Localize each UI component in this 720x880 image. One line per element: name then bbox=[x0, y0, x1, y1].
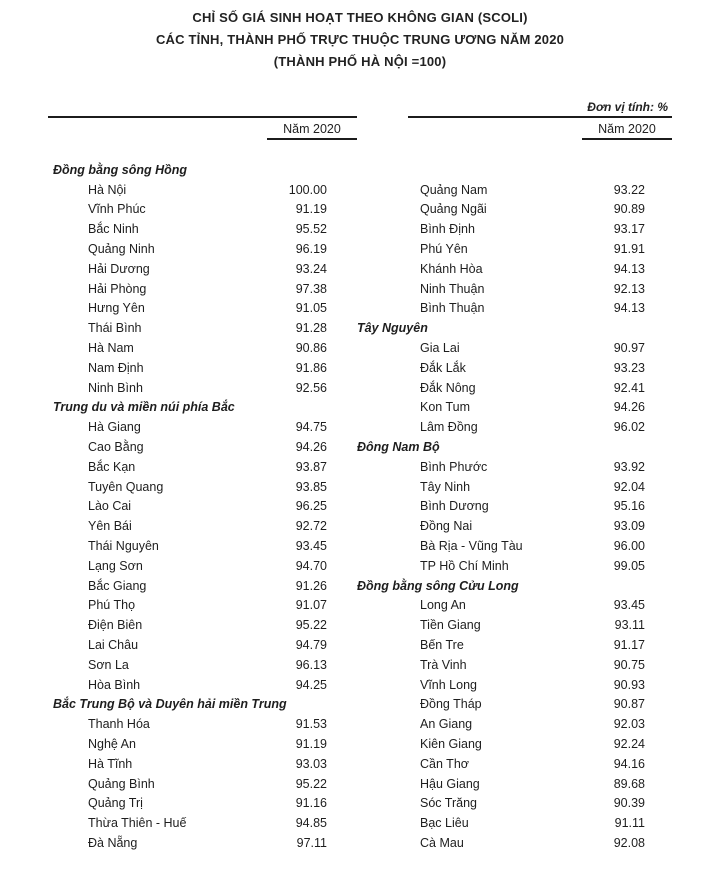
province-name: Nam Định bbox=[88, 360, 144, 375]
province-name: Tiền Giang bbox=[420, 618, 481, 633]
province-row bbox=[357, 675, 672, 695]
region-header-row bbox=[48, 398, 357, 418]
province-value: 97.11 bbox=[296, 835, 327, 850]
province-name: Nghệ An bbox=[88, 737, 136, 751]
province-name: Long An bbox=[420, 598, 466, 613]
province-name: Quảng Nam bbox=[420, 182, 488, 197]
province-value: 93.11 bbox=[614, 618, 645, 633]
province-name: Thái Bình bbox=[88, 321, 142, 336]
province-name: Hà Nội bbox=[88, 182, 127, 197]
table-right-column bbox=[357, 116, 672, 853]
province-name: Đắk Nông bbox=[420, 380, 476, 395]
province-value: 91.19 bbox=[295, 737, 327, 751]
province-row bbox=[48, 358, 357, 378]
province-value: 91.07 bbox=[295, 598, 327, 613]
province-value: 92.13 bbox=[613, 281, 645, 296]
province-name: Cà Mau bbox=[420, 835, 464, 850]
province-name: Đồng Nai bbox=[420, 519, 473, 534]
province-row bbox=[48, 536, 357, 556]
table-left-column bbox=[48, 116, 357, 853]
title-line-1: CHỈ SỐ GIÁ SINH HOẠT THEO KHÔNG GIAN (SCOLI) bbox=[192, 10, 528, 25]
province-row bbox=[357, 457, 672, 477]
province-value: 90.75 bbox=[613, 657, 645, 672]
province-value: 93.24 bbox=[295, 261, 327, 276]
province-name: Điện Biên bbox=[88, 618, 143, 633]
province-name: Bình Phước bbox=[420, 459, 488, 474]
document-title bbox=[0, 7, 720, 73]
province-value: 96.02 bbox=[613, 420, 645, 435]
province-value: 96.25 bbox=[295, 499, 327, 514]
province-value: 91.17 bbox=[613, 638, 645, 653]
province-name: Hà Tĩnh bbox=[88, 756, 133, 771]
province-name: Bình Định bbox=[420, 222, 475, 237]
province-name: Trà Vinh bbox=[420, 657, 467, 672]
province-value: 90.39 bbox=[613, 796, 645, 811]
province-row bbox=[357, 180, 672, 200]
title-line-3: (THÀNH PHỐ HÀ NỘI =100) bbox=[273, 54, 447, 69]
province-name: Ninh Thuận bbox=[420, 281, 485, 296]
province-row bbox=[357, 655, 672, 675]
region-name: Đồng bằng sông Hồng bbox=[53, 162, 188, 177]
province-name: Hà Giang bbox=[88, 420, 141, 435]
province-value: 91.05 bbox=[295, 301, 327, 316]
province-row bbox=[357, 338, 672, 358]
province-row bbox=[357, 794, 672, 814]
province-row bbox=[48, 675, 357, 695]
province-row bbox=[357, 813, 672, 833]
province-row bbox=[48, 219, 357, 239]
province-name: Lâm Đồng bbox=[420, 420, 478, 435]
province-row bbox=[48, 615, 357, 635]
province-value: 93.45 bbox=[613, 598, 645, 613]
province-row bbox=[48, 338, 357, 358]
province-name: Thanh Hóa bbox=[88, 717, 150, 732]
province-value: 94.70 bbox=[295, 558, 327, 573]
province-name: Kon Tum bbox=[420, 400, 471, 415]
province-row bbox=[48, 378, 357, 398]
province-name: Khánh Hòa bbox=[420, 261, 483, 276]
province-name: Bắc Kạn bbox=[88, 459, 136, 474]
province-row bbox=[357, 378, 672, 398]
province-row bbox=[357, 239, 672, 259]
province-value: 99.05 bbox=[613, 558, 645, 573]
province-row bbox=[357, 358, 672, 378]
province-value: 90.93 bbox=[613, 677, 645, 692]
province-value: 95.22 bbox=[295, 776, 327, 791]
province-row bbox=[48, 754, 357, 774]
province-value: 91.26 bbox=[295, 578, 327, 593]
province-name: Hải Dương bbox=[88, 261, 150, 276]
province-value: 96.13 bbox=[295, 657, 327, 672]
right-rows bbox=[357, 160, 672, 853]
province-name: Hải Phòng bbox=[88, 281, 147, 296]
province-name: Đồng Tháp bbox=[420, 697, 482, 712]
province-name: Kiên Giang bbox=[420, 737, 482, 751]
province-row bbox=[357, 497, 672, 517]
province-value: 93.87 bbox=[295, 459, 327, 474]
province-name: An Giang bbox=[420, 717, 473, 732]
province-row bbox=[48, 516, 357, 536]
province-value: 90.89 bbox=[613, 202, 645, 217]
province-name: Yên Bái bbox=[88, 519, 132, 534]
region-header-row bbox=[48, 695, 357, 715]
province-name: Tuyên Quang bbox=[88, 479, 164, 494]
province-value: 92.41 bbox=[613, 380, 645, 395]
province-row bbox=[48, 794, 357, 814]
province-value: 93.09 bbox=[613, 519, 645, 534]
province-name: Ninh Bình bbox=[88, 380, 143, 395]
province-value: 92.03 bbox=[613, 717, 645, 732]
province-name: Lạng Sơn bbox=[88, 558, 143, 573]
province-name: Phú Yên bbox=[420, 242, 468, 257]
province-row bbox=[357, 536, 672, 556]
province-value: 93.92 bbox=[613, 459, 645, 474]
province-row bbox=[48, 714, 357, 734]
province-row bbox=[357, 596, 672, 616]
province-name: Quảng Ninh bbox=[88, 242, 155, 257]
province-name: Bình Dương bbox=[420, 499, 489, 514]
province-row bbox=[48, 457, 357, 477]
province-name: Thái Nguyên bbox=[88, 539, 159, 554]
province-row bbox=[357, 695, 672, 715]
province-row bbox=[357, 219, 672, 239]
province-value: 91.91 bbox=[613, 242, 645, 257]
province-value: 95.16 bbox=[613, 499, 645, 514]
region-header-row bbox=[357, 576, 672, 596]
province-row bbox=[357, 714, 672, 734]
province-value: 94.85 bbox=[295, 816, 327, 831]
unit-label: Đơn vị tính: % bbox=[587, 100, 668, 114]
province-name: Hậu Giang bbox=[420, 776, 480, 791]
region-name: Đồng bằng sông Cửu Long bbox=[357, 578, 519, 593]
province-value: 97.38 bbox=[295, 281, 327, 296]
province-row bbox=[48, 774, 357, 794]
province-value: 94.75 bbox=[295, 420, 327, 435]
province-name: Bình Thuận bbox=[420, 301, 485, 316]
province-value: 93.17 bbox=[613, 222, 645, 237]
province-value: 93.85 bbox=[295, 479, 327, 494]
province-name: Hưng Yên bbox=[88, 301, 145, 316]
province-name: Tây Ninh bbox=[420, 479, 471, 494]
province-row bbox=[357, 477, 672, 497]
province-value: 94.16 bbox=[613, 756, 645, 771]
province-row bbox=[357, 299, 672, 319]
province-row bbox=[357, 774, 672, 794]
region-name: Tây Nguyên bbox=[357, 321, 428, 336]
province-name: Đà Nẵng bbox=[88, 835, 138, 850]
province-value: 89.68 bbox=[613, 776, 645, 791]
province-row bbox=[357, 259, 672, 279]
province-name: Vĩnh Long bbox=[420, 677, 477, 692]
province-row bbox=[48, 259, 357, 279]
province-value: 93.23 bbox=[613, 360, 645, 375]
province-value: 93.45 bbox=[295, 539, 327, 554]
province-name: Bạc Liêu bbox=[420, 816, 469, 831]
province-row bbox=[48, 239, 357, 259]
province-value: 91.28 bbox=[295, 321, 327, 336]
province-value: 90.87 bbox=[613, 697, 645, 712]
province-value: 92.72 bbox=[295, 519, 327, 534]
province-row bbox=[48, 813, 357, 833]
province-name: Vĩnh Phúc bbox=[88, 202, 146, 217]
region-header-row bbox=[48, 160, 357, 180]
province-row bbox=[48, 734, 357, 754]
province-name: Lai Châu bbox=[88, 638, 139, 653]
province-name: Thừa Thiên - Huế bbox=[88, 816, 187, 831]
province-value: 94.13 bbox=[613, 301, 645, 316]
region-header-row bbox=[357, 437, 672, 457]
province-name: Hòa Bình bbox=[88, 677, 141, 692]
province-row bbox=[357, 516, 672, 536]
province-value: 91.16 bbox=[295, 796, 327, 811]
province-name: Cao Bằng bbox=[88, 440, 144, 455]
province-value: 94.25 bbox=[295, 677, 327, 692]
province-value: 93.22 bbox=[613, 182, 645, 197]
province-name: Quảng Ngãi bbox=[420, 202, 487, 217]
region-header-row bbox=[357, 318, 672, 338]
province-value: 95.22 bbox=[295, 618, 327, 633]
province-row bbox=[357, 556, 672, 576]
province-value: 93.03 bbox=[295, 756, 327, 771]
province-value: 92.24 bbox=[613, 737, 645, 751]
province-name: Sóc Trăng bbox=[420, 796, 477, 811]
region-name: Bắc Trung Bộ và Duyên hải miền Trung bbox=[53, 697, 287, 712]
province-row bbox=[357, 754, 672, 774]
province-row bbox=[48, 556, 357, 576]
province-value: 91.19 bbox=[295, 202, 327, 217]
province-value: 94.13 bbox=[613, 261, 645, 276]
province-name: Quảng Trị bbox=[88, 796, 143, 811]
province-row bbox=[48, 497, 357, 517]
province-row bbox=[357, 398, 672, 418]
province-row bbox=[48, 833, 357, 853]
province-value: 94.26 bbox=[295, 440, 327, 455]
province-value: 90.97 bbox=[613, 341, 645, 356]
province-value: 92.08 bbox=[613, 835, 645, 850]
province-name: TP Hồ Chí Minh bbox=[420, 558, 509, 573]
left-year-header: Năm 2020 bbox=[267, 118, 357, 140]
province-row bbox=[48, 279, 357, 299]
province-name: Hà Nam bbox=[88, 341, 134, 356]
province-value: 92.56 bbox=[295, 380, 327, 395]
province-name: Quảng Bình bbox=[88, 776, 155, 791]
province-name: Bà Rịa - Vũng Tàu bbox=[420, 539, 523, 554]
province-row bbox=[48, 417, 357, 437]
province-value: 95.52 bbox=[295, 222, 327, 237]
province-name: Bắc Giang bbox=[88, 578, 147, 593]
province-row bbox=[48, 655, 357, 675]
province-row bbox=[357, 833, 672, 853]
region-name: Trung du và miền núi phía Bắc bbox=[53, 400, 235, 415]
province-row bbox=[48, 437, 357, 457]
region-name: Đông Nam Bộ bbox=[357, 440, 440, 455]
province-value: 90.86 bbox=[295, 341, 327, 356]
province-value: 94.79 bbox=[295, 638, 327, 653]
province-name: Bắc Ninh bbox=[88, 222, 139, 237]
province-name: Bến Tre bbox=[420, 638, 464, 653]
province-name: Đắk Lắk bbox=[420, 360, 466, 375]
right-year-header: Năm 2020 bbox=[582, 118, 672, 140]
title-line-2: CÁC TỈNH, THÀNH PHỐ TRỰC THUỘC TRUNG ƯƠNG NĂM 2020 bbox=[155, 32, 565, 47]
province-name: Gia Lai bbox=[420, 341, 460, 356]
province-row bbox=[357, 200, 672, 220]
province-row bbox=[357, 635, 672, 655]
province-row bbox=[48, 200, 357, 220]
province-row bbox=[48, 299, 357, 319]
province-name: Phú Thọ bbox=[88, 598, 136, 613]
province-row bbox=[357, 279, 672, 299]
province-row bbox=[48, 477, 357, 497]
province-value: 91.53 bbox=[295, 717, 327, 732]
province-row bbox=[48, 596, 357, 616]
province-value: 96.19 bbox=[295, 242, 327, 257]
province-row bbox=[357, 615, 672, 635]
province-value: 100.00 bbox=[288, 182, 327, 197]
province-row bbox=[357, 734, 672, 754]
province-name: Sơn La bbox=[88, 657, 129, 672]
province-value: 96.00 bbox=[613, 539, 645, 554]
left-rows bbox=[48, 160, 357, 853]
province-row bbox=[357, 417, 672, 437]
province-name: Lào Cai bbox=[88, 499, 132, 514]
province-row bbox=[48, 635, 357, 655]
province-row bbox=[48, 576, 357, 596]
province-row bbox=[48, 180, 357, 200]
province-row bbox=[48, 318, 357, 338]
province-value: 91.86 bbox=[295, 360, 327, 375]
province-value: 94.26 bbox=[613, 400, 645, 415]
province-name: Cần Thơ bbox=[420, 756, 469, 771]
province-value: 92.04 bbox=[613, 479, 645, 494]
province-value: 91.11 bbox=[614, 816, 645, 831]
